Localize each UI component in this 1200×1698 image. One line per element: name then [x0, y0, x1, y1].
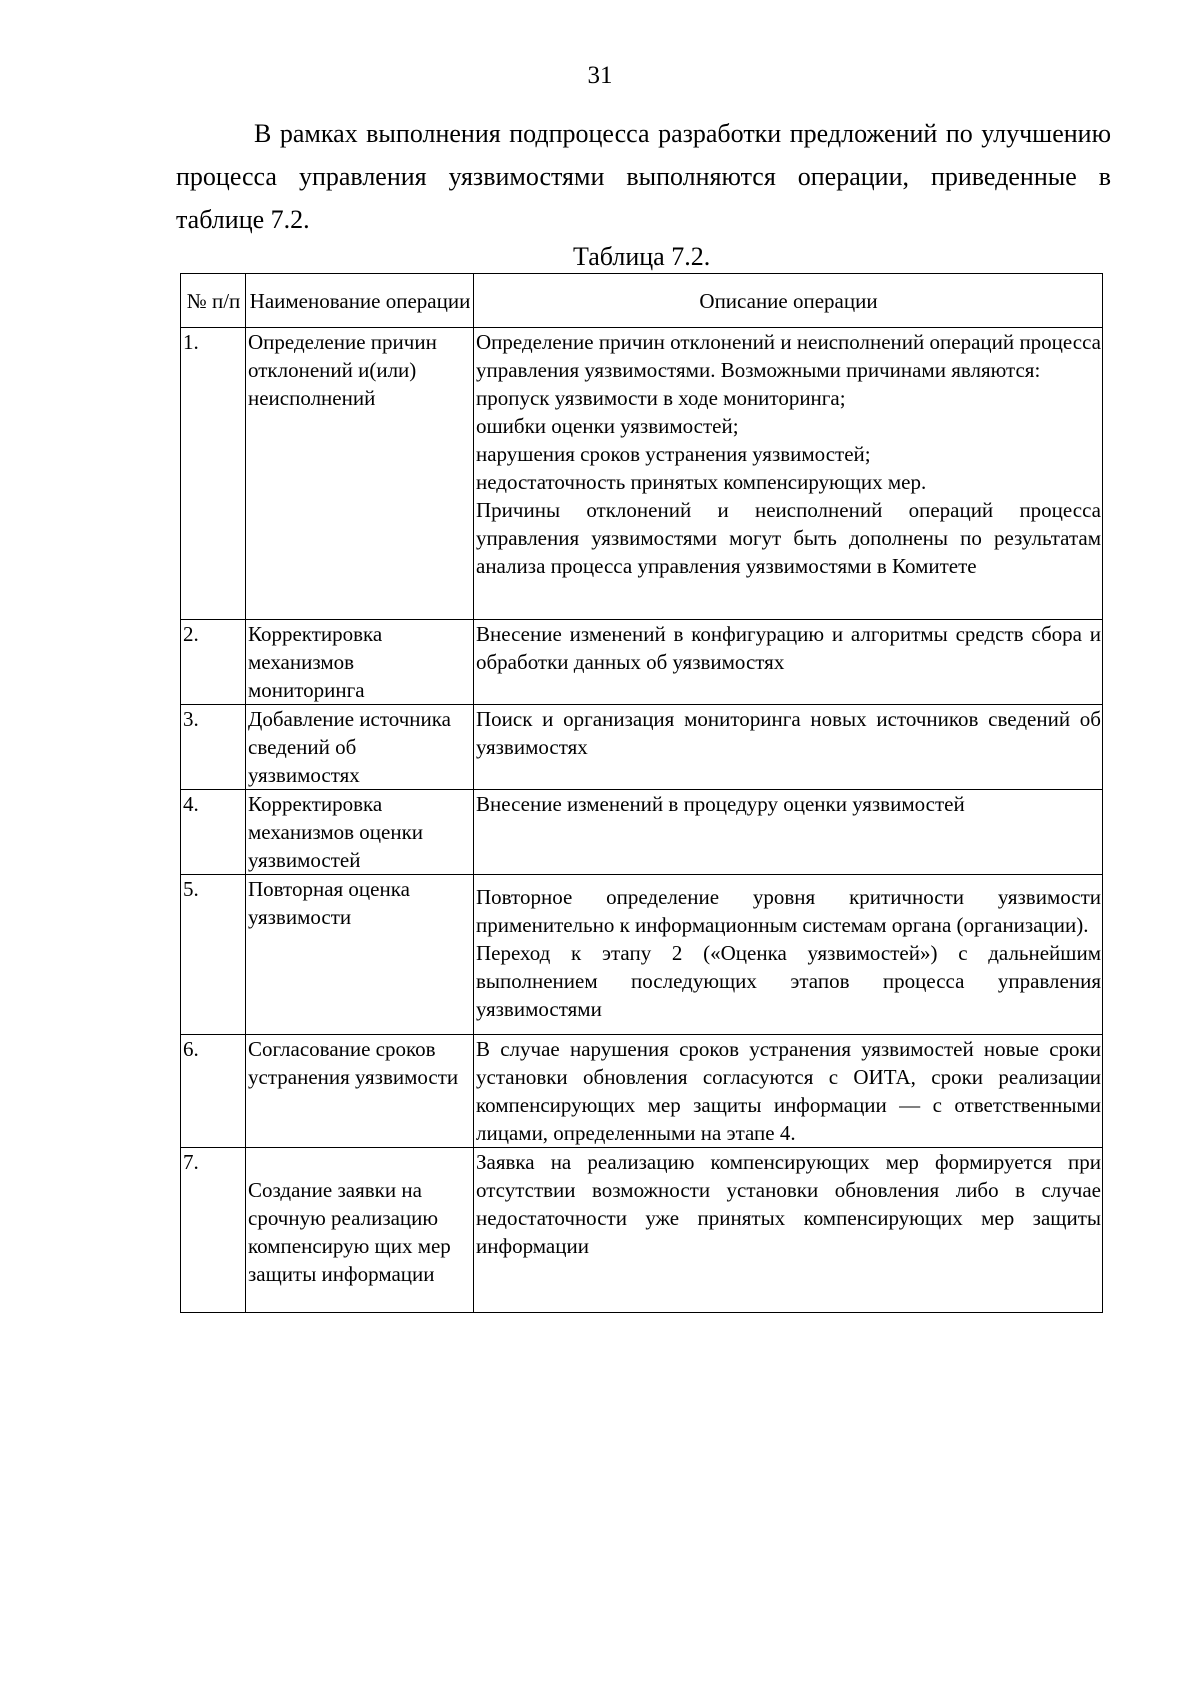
description-paragraph: Определение причин отклонений и неисполнений операций процесса управления уязвимостями. Возможными причинами являются: — [476, 330, 1101, 382]
table-row — [181, 1035, 1103, 1148]
row-number: 5. — [181, 875, 246, 1035]
operations-table — [180, 273, 1103, 1313]
description-paragraph: Повторное определение уровня критичности уязвимости применительно к информационным системам органа (организации). — [476, 885, 1101, 937]
operation-name: Корректировка механизмов мониторинга — [246, 620, 474, 705]
table-header-row — [181, 274, 1103, 328]
table-row — [181, 875, 1103, 1035]
row-number: 6. — [181, 1035, 246, 1148]
operation-description — [474, 1148, 1103, 1313]
description-paragraph: Внесение изменений в конфигурацию и алгоритмы средств сбора и обработки данных об уязвимостях — [476, 622, 1101, 674]
table-row — [181, 1148, 1103, 1313]
row-number: 3. — [181, 705, 246, 790]
table-caption: Таблица 7.2. — [573, 242, 711, 271]
description-paragraph: нарушения сроков устранения уязвимостей; — [476, 442, 871, 466]
row-number: 4. — [181, 790, 246, 875]
description-paragraph: пропуск уязвимости в ходе мониторинга; — [476, 386, 846, 410]
intro-paragraph: В рамках выполнения подпроцесса разработки предложений по улучшению процесса управления уязвимостями выполняются операции, приведенные в таблице 7.2. — [176, 119, 1111, 234]
description-paragraph: Внесение изменений в процедуру оценки уязвимостей — [476, 792, 965, 816]
header-description: Описание операции — [474, 274, 1103, 328]
operation-name: Создание заявки на срочную реализацию компенсирую щих мер защиты информации — [246, 1148, 474, 1313]
header-name: Наименование операции — [246, 274, 474, 328]
row-number: 2. — [181, 620, 246, 705]
row-number: 7. — [181, 1148, 246, 1313]
row-number: 1. — [181, 328, 246, 620]
operation-description — [474, 875, 1103, 1035]
description-paragraph: Переход к этапу 2 («Оценка уязвимостей») с дальнейшим выполнением последующих этапов процесса управления уязвимостями — [476, 941, 1101, 1021]
operation-description — [474, 790, 1103, 875]
description-paragraph: недостаточность принятых компенсирующих мер. — [476, 470, 927, 494]
operation-name: Согласование сроков устранения уязвимости — [246, 1035, 474, 1148]
description-paragraph: Заявка на реализацию компенсирующих мер формируется при отсутствии возможности установки обновления либо в случае недостаточности уже принятых компенсирующих мер защиты информации — [476, 1150, 1101, 1258]
operation-name: Определение причин отклонений и(или) неисполнений — [246, 328, 474, 620]
operation-description — [474, 1035, 1103, 1148]
table-row — [181, 790, 1103, 875]
operation-description — [474, 620, 1103, 705]
operation-name: Корректировка механизмов оценки уязвимостей — [246, 790, 474, 875]
operation-description — [474, 705, 1103, 790]
table-row — [181, 328, 1103, 620]
operation-name: Добавление источника сведений об уязвимостях — [246, 705, 474, 790]
description-paragraph: ошибки оценки уязвимостей; — [476, 414, 739, 438]
description-paragraph: Причины отклонений и неисполнений операций процесса управления уязвимостями могут быть дополнены по результатам анализа процесса управления уязвимостями в Комитете — [476, 498, 1101, 578]
description-paragraph: В случае нарушения сроков устранения уязвимостей новые сроки установки обновления согласуются с ОИТА, сроки реализации компенсирующих мер защиты информации — с ответственными лицами, определенными на этапе 4. — [476, 1037, 1101, 1145]
description-paragraph: Поиск и организация мониторинга новых источников сведений об уязвимостях — [476, 707, 1101, 759]
table-row — [181, 705, 1103, 790]
page-number: 31 — [587, 62, 613, 89]
operation-name: Повторная оценка уязвимости — [246, 875, 474, 1035]
table-row — [181, 620, 1103, 705]
operation-description — [474, 328, 1103, 620]
header-num: № п/п — [181, 274, 246, 328]
